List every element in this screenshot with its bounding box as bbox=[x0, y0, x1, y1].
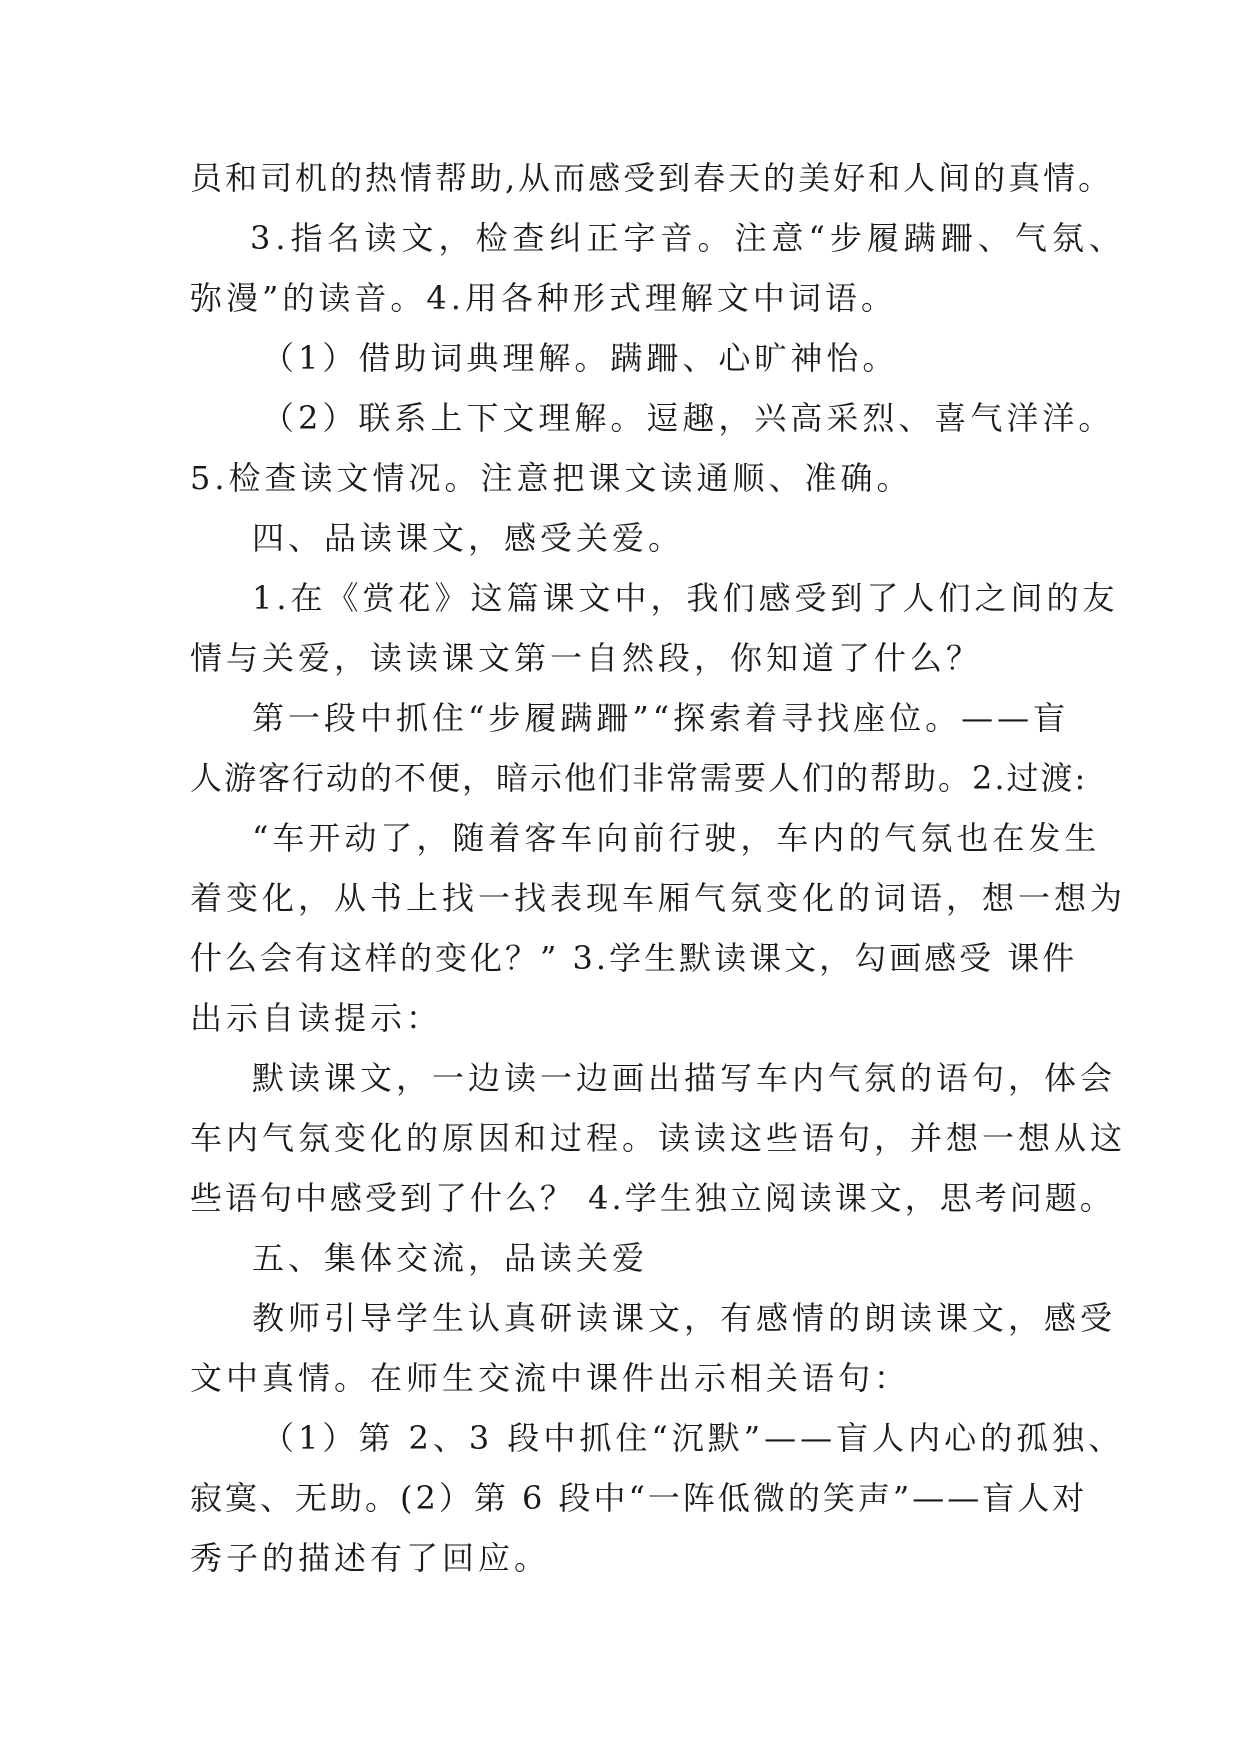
text-line-18: 些语句中感受到了什么？ 4.学生独立阅读课文，思考问题。 bbox=[190, 1179, 1115, 1217]
text-line-24: 秀子的描述有了回应。 bbox=[190, 1539, 551, 1577]
text-line-17: 车内气氛变化的原因和过程。读读这些语句，并想一想从这 bbox=[190, 1119, 1127, 1157]
text-line-5: （2）联系上下文理解。逗趣，兴高采烈、喜气洋洋。 bbox=[262, 399, 1115, 437]
text-line-16: 默读课文，一边读一边画出描写车内气氛的语句，体会 bbox=[252, 1059, 1117, 1097]
text-line-3: 弥漫”的读音。4.用各种形式理解文中词语。 bbox=[190, 279, 897, 317]
text-line-22: （1）第 2、3 段中抓住“沉默”——盲人内心的孤独、 bbox=[262, 1419, 1125, 1457]
text-line-1: 员和司机的热情帮助,从而感受到春天的美好和人间的真情。 bbox=[190, 159, 1114, 197]
text-line-6: 5.检查读文情况。注意把课文读通顺、准确。 bbox=[190, 459, 913, 497]
text-line-8: 1.在《赏花》这篇课文中，我们感受到了人们之间的友 bbox=[252, 579, 1119, 617]
text-line-4: （1）借助词典理解。蹒跚、心旷神怡。 bbox=[262, 339, 899, 377]
text-line-23: 寂寞、无助。(2）第 6 段中“一阵低微的笑声”——盲人对 bbox=[190, 1479, 1088, 1517]
text-line-10: 第一段中抓住“步履蹒跚”“探索着寻找座位。——盲 bbox=[252, 699, 1070, 737]
text-line-9: 情与关爱，读读课文第一自然段，你知道了什么？ bbox=[190, 639, 983, 677]
text-line-2: 3.指名读文，检查纠正字音。注意“步履蹒跚、气氛、 bbox=[250, 219, 1126, 257]
text-line-13: 着变化，从书上找一找表现车厢气氛变化的词语，想一想为 bbox=[190, 879, 1127, 917]
text-line-21: 文中真情。在师生交流中课件出示相关语句： bbox=[190, 1359, 911, 1397]
section-heading-4: 四、品读课文，感受关爱。 bbox=[252, 519, 685, 557]
text-line-20: 教师引导学生认真研读课文，有感情的朗读课文，感受 bbox=[252, 1299, 1117, 1337]
text-line-15: 出示自读提示： bbox=[190, 999, 443, 1037]
text-line-12: “车开动了，随着客车向前行驶，车内的气氛也在发生 bbox=[252, 819, 1101, 857]
text-line-11: 人游客行动的不便，暗示他们非常需要人们的帮助。2.过渡: bbox=[190, 759, 1088, 797]
section-heading-5: 五、集体交流，品读关爱 bbox=[252, 1239, 649, 1277]
text-line-14: 什么会有这样的变化？” 3.学生默读课文，勾画感受 课件 bbox=[190, 939, 1078, 977]
